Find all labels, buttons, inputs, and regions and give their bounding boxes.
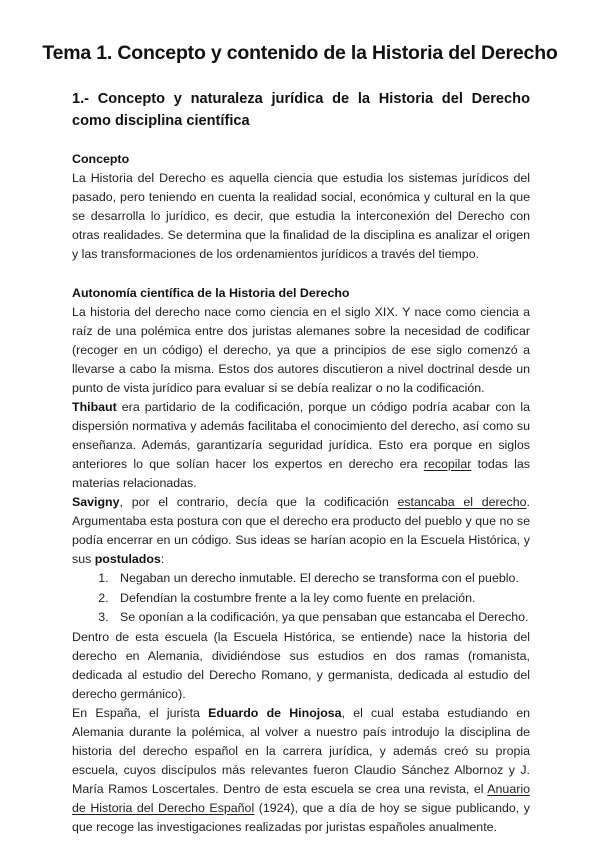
list-item: 1. Negaban un derecho inmutable. El derecho se transforma con el pueblo. [112,569,530,589]
savigny-colon: : [160,552,165,566]
paragraph-origen: La historia del derecho nace como ciencia en el siglo XIX. Y nace como ciencia a raíz de una polémica entre dos juristas alemanes sobre la necesidad de codificar (recoger en un código) el derecho, ya que a principios de ese siglo comenzó a llevarse a cabo la misma. Estos dos autores discutieron a nivel doctrinal desde un punto de vista jurídico para evaluar si se debía realizar o no la codificación. [72,305,530,395]
thibaut-text: era partidario de la codificación, porque un código podría acabar con la dispersión normativa y además facilitaba el conocimiento del derecho, así como su enseñanza. Además, garantizaría seguridad jurídica. Esto era porque en siglos anteriores lo que solían hacer los expertos en derecho era [72,400,530,471]
list-item: 3. Se oponían a la codificación, ya que pensaban que estancaba el Derecho. [112,608,530,628]
espana-text-end: (1924), que a día de hoy se sigue publicando, y que recoge las investigaciones realizadas por juristas españoles anualmente. [72,800,530,834]
thibaut-name: Thibaut [72,400,117,414]
savigny-text: , por el contrario, decía que la codificación [119,495,398,509]
anuario-underline: Anuario de Historia del Derecho Español [72,781,530,815]
subheading-concepto: Concepto [72,152,130,166]
paragraph-thibaut [72,398,530,493]
page-title: Tema 1. Concepto y contenido de la Historia del Derecho [42,42,558,64]
subheading-autonomia: Autonomía científica de la Historia del Derecho [72,286,350,300]
thibaut-text-end: todas las materias relacionadas. [72,457,530,490]
paragraph-concepto [72,169,530,264]
section-heading: 1.- Concepto y naturaleza jurídica de la Historia del Derecho como disciplina científica [72,91,530,129]
postulados-bold: postulados [94,552,161,566]
document-body [72,150,530,837]
espana-text-mid: , el cual estaba estudiando en Alemania durante la polémica, al volver a nuestro país introdujo la disciplina de historia del derecho español en la carrera jurídica, y además creó su propia escuela, cuyos discípulos más relevantes fueron Claudio Sánchez Albornoz y J. María Ramos Loscertales. Dentro de esta escuela se crea una revista, el [72,705,530,796]
estancaba-underline: estancaba el derecho [397,495,527,509]
paragraph-escuela: Dentro de esta escuela (la Escuela Histórica, se entiende) nace la historia del derecho en Alemania, dividiéndose sus estudios en dos ramas (romanista, dedicada al estudio del Derecho Romano, y germanista, dedicada al estudio del derecho germánico). [72,629,530,701]
postulados-list [72,569,530,628]
espana-text: En España, el jurista [72,705,209,720]
savigny-text-mid: . Argumentaba esta postura con que el derecho era producto del pueblo y que no se podía encerrar en un código. Sus ideas se harían acopio en la Escuela Histórica, y sus [72,495,530,566]
hinojosa-name: Eduardo de Hinojosa [208,705,342,720]
paragraph-concepto-text: La Historia del Derecho es aquella ciencia que estudia los sistemas jurídicos del pasado, pero teniendo en cuenta la realidad social, económica y cultural en la que se desarrolla lo jurídico, es decir, que estudia la interconexión del Derecho con otras realidades. Se determina que la finalidad de la disciplina es analizar el origen y las transformaciones de los ordenamientos jurídicos a través del tiempo. [72,171,530,261]
recopilar-underline: recopilar [423,457,472,471]
paragraph-savigny [72,493,530,569]
savigny-name: Savigny [72,495,120,509]
list-item: 2. Defendían la costumbre frente a la ley como fuente en prelación. [112,589,530,609]
paragraph-espana [72,704,530,837]
